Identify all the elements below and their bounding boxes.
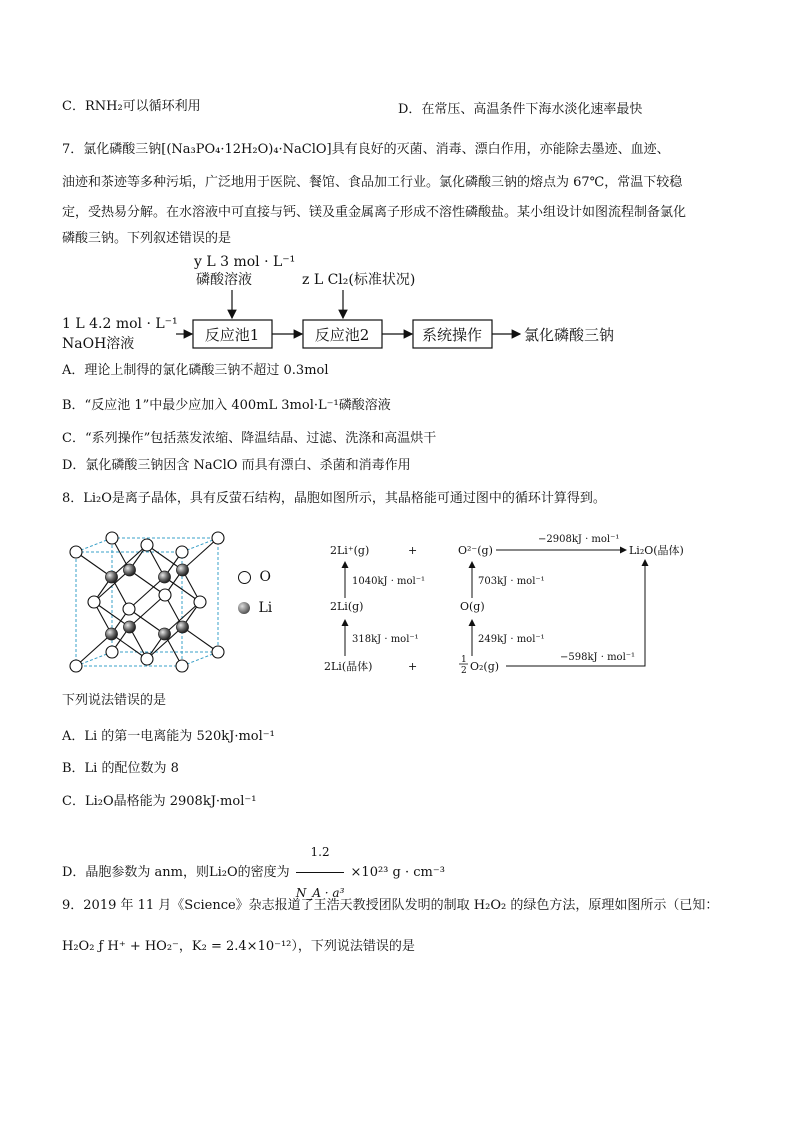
cycle-li-crystal: 2Li(晶体) (324, 660, 373, 673)
li-atom (124, 621, 136, 633)
flow-box-system-label: 系统操作 (421, 326, 483, 344)
q8-option-a: A．Li 的第一电离能为 520kJ·mol⁻¹ (62, 729, 275, 744)
cycle-o2-coef-num: 1 (461, 655, 467, 665)
q9-stem-line1: 9．2019 年 11 月《Science》杂志报道了王浩天教授团队发明的制取 H₂O₂ 的绿色方法，原理如图所示（已知： (62, 898, 719, 913)
li-atom (106, 628, 118, 640)
q6-option-c: C．RNH₂可以循环利用 (62, 99, 201, 114)
flow-input-naoh-amount: 1 L 4.2 mol · L⁻¹ (62, 316, 178, 332)
q7-option-a: A．理论上制得的氯化磷酸三钠不超过 0.3mol (62, 363, 329, 378)
q8-stem: 8．Li₂O是离子晶体，具有反萤石结构，晶胞如图所示，其晶格能可通过图中的循环计算得到。 (62, 491, 606, 506)
q9-stem-line2: H₂O₂ ƒ H⁺ + HO₂⁻，K₂ = 2.4×10⁻¹²），下列说法错误的是 (62, 939, 415, 954)
o-atom (88, 596, 100, 608)
li-atom (159, 571, 171, 583)
cycle-o2-coef-den: 2 (461, 666, 467, 676)
legend-o-label: O (259, 569, 271, 585)
q8-option-b: B．Li 的配位数为 8 (62, 761, 179, 776)
legend-li (238, 600, 272, 616)
flow-input-phosphoric-label: 磷酸溶液 (196, 272, 252, 288)
q7-stem-line2: 油迹和茶迹等多种污垢，广泛地用于医院、餐馆、食品加工行业。氯化磷酸三钠的熔点为 67℃，常温下较稳 (62, 175, 683, 190)
legend-li-marker (238, 602, 250, 614)
o-atom (176, 546, 188, 558)
flow-box-reactor2-label: 反应池2 (314, 326, 370, 344)
o-atom (123, 603, 135, 615)
cycle-formation: −598kJ · mol⁻¹ (560, 652, 636, 663)
q8-density-numerator: 1.2 (296, 832, 345, 873)
o-atom (106, 532, 118, 544)
q8-born-haber-cycle (320, 530, 700, 680)
li-atom (177, 621, 189, 633)
o-atom (176, 660, 188, 672)
legend-o-marker (238, 571, 251, 584)
li-atom (124, 564, 136, 576)
q7-option-c: C．“系列操作”包括蒸发浓缩、降温结晶、过滤、洗涤和高温烘干 (62, 431, 437, 446)
cycle-o-ion-gas: O²⁻(g) (458, 544, 493, 557)
flow-input-phosphoric-amount: y L 3 mol · L⁻¹ (194, 254, 296, 270)
cycle-li2o-crystal: Li₂O(晶体) (629, 544, 684, 557)
q8-option-d-prefix: D．晶胞参数为 anm，则Li₂O的密度为 (62, 865, 290, 880)
o-atom (106, 646, 118, 658)
q7-stem-line1: 7．氯化磷酸三钠[(Na₃PO₄·12H₂O)₄·NaClO]具有良好的灭菌、消毒、漂白作用，亦能除去墨迹、血迹、 (62, 142, 670, 157)
flow-input-naoh-label: NaOH溶液 (62, 336, 135, 352)
cycle-sub-li: 318kJ · mol⁻¹ (352, 634, 419, 645)
li-atom (159, 628, 171, 640)
cycle-li-gas: 2Li(g) (330, 600, 364, 613)
q7-stem-line3: 定，受热易分解。在水溶液中可直接与钙、镁及重金属离子形成不溶性磷酸盐。某小组设计如图流程制备氯化 (62, 205, 687, 220)
o-atom (141, 539, 153, 551)
li-atom (177, 564, 189, 576)
flow-input-cl2: z L Cl₂(标准状况) (302, 272, 416, 288)
o-atom (212, 646, 224, 658)
cycle-o-gas: O(g) (460, 600, 485, 613)
q7-option-b: B．“反应池 1”中最少应加入 400mL 3mol·L⁻¹磷酸溶液 (62, 398, 391, 413)
cycle-plus-top: + (408, 544, 418, 557)
q8-option-d-suffix: ×10²³ g · cm⁻³ (350, 865, 445, 880)
legend-o (238, 569, 271, 585)
o-atom (70, 660, 82, 672)
o-atom (194, 596, 206, 608)
cycle-plus-bottom: + (408, 660, 418, 673)
cycle-ea-o: 703kJ · mol⁻¹ (478, 576, 545, 587)
cycle-bond-o: 249kJ · mol⁻¹ (478, 634, 545, 645)
o-atom (159, 589, 171, 601)
cycle-li-ion-gas: 2Li⁺(g) (330, 544, 370, 557)
q8-option-c: C．Li₂O晶格能为 2908kJ·mol⁻¹ (62, 794, 257, 809)
q8-prompt: 下列说法错误的是 (62, 693, 167, 708)
q8-crystal-cell (62, 528, 242, 678)
flow-product: 氯化磷酸三钠 (524, 326, 615, 344)
flow-box-reactor1-label: 反应池1 (204, 326, 260, 344)
o-atom (141, 653, 153, 665)
legend-li-label: Li (258, 600, 273, 616)
cycle-ie-li: 1040kJ · mol⁻¹ (352, 576, 426, 587)
o-atom (212, 532, 224, 544)
li-atom (106, 571, 118, 583)
q7-stem-line4: 磷酸三钠。下列叙述错误的是 (62, 231, 232, 246)
q8-density-denominator: N_A · a³ (295, 886, 345, 900)
o-atom (70, 546, 82, 558)
q7-option-d: D．氯化磷酸三钠因含 NaClO 而具有漂白、杀菌和消毒作用 (62, 458, 411, 473)
q6-option-d: D．在常压、高温条件下海水淡化速率最快 (398, 102, 643, 117)
q7-flow-diagram (0, 250, 794, 360)
cycle-lattice-energy: −2908kJ · mol⁻¹ (538, 534, 620, 545)
cycle-o2-gas: O₂(g) (470, 660, 500, 673)
